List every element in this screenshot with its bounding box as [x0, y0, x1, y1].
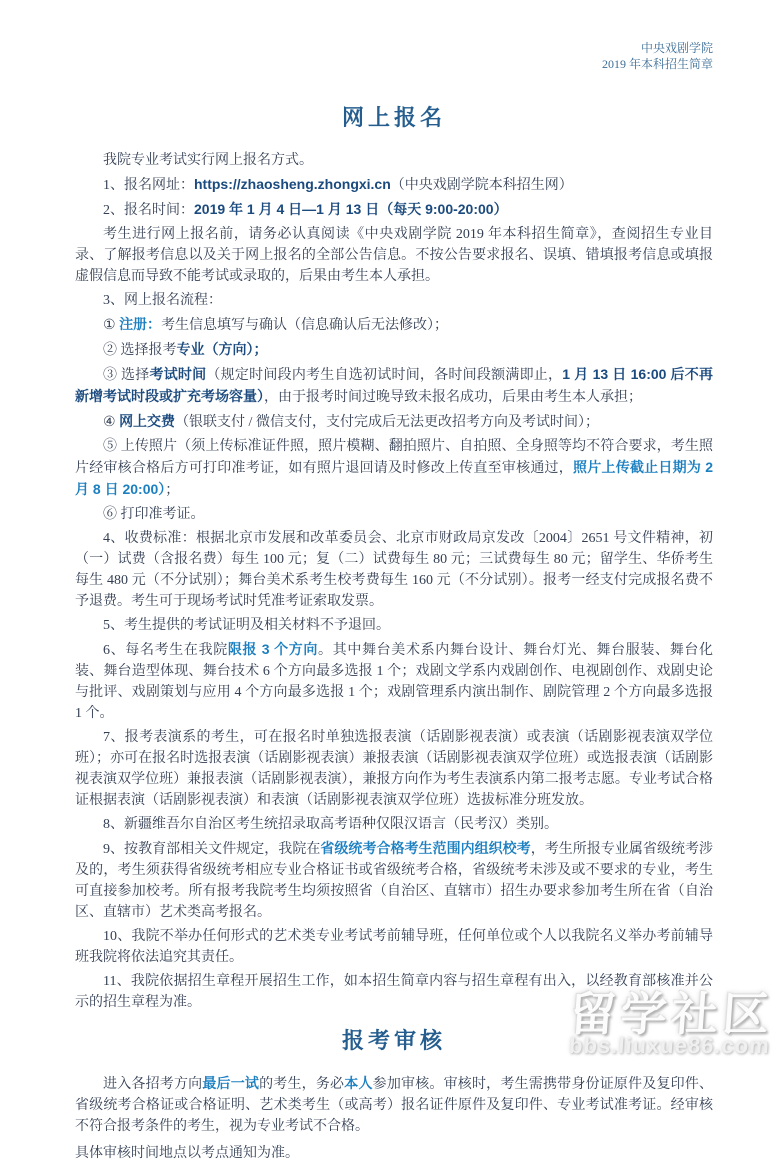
- registration-period: 2019 年 1 月 4 日—1 月 13 日（每天 9:00-20:00）: [194, 201, 508, 217]
- body-text: ④: [103, 415, 120, 430]
- paragraph: [75, 528, 713, 612]
- header-doc-title: 2019 年本科招生简章: [601, 57, 713, 71]
- body-text: 10、我院不举办任何形式的艺术类专业考试考前辅导班，任何单位或个人以我院名义举办考前辅导班我院将依法追究其责任。: [75, 929, 713, 965]
- section-1: [75, 104, 713, 1013]
- watermark-title: 留学社区: [567, 988, 776, 1040]
- body-text: ③ 选择: [103, 368, 150, 383]
- emphasis-text: 1 月 13 日 16:00 后不再新增考试时段或扩充考场容量）: [75, 366, 714, 404]
- header-org: 中央戏剧学院: [640, 41, 713, 55]
- paragraph: [75, 290, 713, 311]
- paragraph: [75, 364, 713, 408]
- paragraph: [75, 150, 713, 171]
- paragraph: [75, 174, 713, 196]
- body-text: 。其中舞台美术系内舞台设计、舞台灯光、舞台服装、舞台化装、舞台造型体现、舞台技术 6 个方向最多选报 1 个；戏剧文学系内戏剧创作、电视剧创作、戏剧史论与批评、戏剧策划与应用 4 个方向最多选报 1 个；戏剧管理系内演出制作、剧院管理 2 个方向最多选报 1 个。: [75, 643, 714, 721]
- body-text: （银联支付 / 微信支付，支付完成后无法更改招考方向及考试时间）；: [175, 415, 599, 430]
- body-text: 3、网上报名流程：: [103, 293, 222, 308]
- emphasis-text: 考试时间: [149, 366, 207, 382]
- body-text: 我院专业考试实行网上报名方式。: [103, 153, 313, 168]
- emphasis-text: 注册：: [119, 316, 162, 332]
- paragraph: [75, 411, 713, 433]
- emphasis-text: 最后一试: [202, 1075, 260, 1091]
- body-text: 5、考生提供的考试证明及相关材料不予退回。: [103, 618, 390, 633]
- watermark-url: bbs.liuxue86.com: [568, 1033, 771, 1058]
- document-body: [75, 104, 713, 1167]
- body-text: 考生信息填写与确认（信息确认后无法修改）；: [161, 318, 449, 333]
- emphasis-text: 专业（方向）；: [176, 341, 268, 357]
- section-title: 报考审核: [341, 1028, 446, 1053]
- section-title: 网上报名: [341, 105, 446, 130]
- body-text: 1、报名网址：: [103, 178, 194, 193]
- body-text: 7、报考表演系的考生，可在报名时单独选报表演（话剧影视表演）或表演（话剧影视表演双学位班）；亦可在报名时选报表演（话剧影视表演）兼报表演（话剧影视表演双学位班）或选报表演（话剧影视表演双学位班）兼报表演（话剧影视表演），兼报方向作为考生表演系内第二报考志愿。专业考试合格证根据表演（话剧影视表演）和表演（话剧影视表演双学位班）选拔标准分班发放。: [75, 730, 713, 808]
- body-text: ；: [165, 483, 180, 498]
- paragraph: [75, 814, 713, 835]
- body-text: ，由于报考时间过晚导致未报名成功，后果由考生本人承担；: [264, 390, 642, 405]
- body-text: 11、我院依据招生章程开展招生工作，如本招生简章内容与招生章程有出入，以经教育部核准并公示的招生章程为准。: [75, 974, 713, 1010]
- emphasis-text: 省级统考合格考生范围内组织校考: [320, 840, 531, 856]
- paragraph: [75, 199, 713, 221]
- registration-url: https://zhaosheng.zhongxi.cn: [194, 176, 391, 192]
- paragraph: [75, 224, 713, 287]
- paragraph: [75, 926, 713, 968]
- paragraph: [75, 436, 713, 501]
- body-text: 考生进行网上报名前，请务必认真阅读《中央戏剧学院 2019 年本科招生简章》，查阅招生专业目录、了解报考信息以及关于网上报名的全部公告信息。不按公告要求报名、误填、错填报考信息或填报虚假信息而导致不能考试或录取的，后果由考生本人承担。: [75, 227, 713, 284]
- body-text: 具体审核时间地点以考点通知为准。: [75, 1146, 299, 1161]
- emphasis-text: 本人: [344, 1075, 373, 1091]
- paragraph: [75, 504, 713, 525]
- emphasis-text: 照片上传截止日期为 2 月 8 日 20:00）: [75, 459, 713, 497]
- body-text: ⑤ 上传照片（须上传标准证件照，照片模糊、翻拍照片、自拍照、全身照等均不符合要求，考生照片经审核合格后方可打印准考证，如有照片退回请及时修改上传直至审核通过，: [75, 439, 713, 476]
- paragraph: [75, 727, 713, 811]
- paragraph: [75, 971, 713, 1013]
- paragraph: [75, 314, 713, 336]
- body-text: ⑥ 打印准考证。: [103, 507, 205, 522]
- body-text: 4、收费标准：根据北京市发展和改革委员会、北京市财政局京发改〔2004〕2651 号文件精神，初（一）试费（含报名费）每生 100 元；复（二）试费每生 80 元；三试费每生 80 元；留学生、华侨考生每生 480 元（不分试别）；舞台美术系考生校考费每生 160 元（不分试别）。报考一经支付完成报名费不予退费。考生可于现场考试时凭准考证索取发票。: [75, 531, 713, 609]
- paragraph: [75, 639, 713, 724]
- body-text: 的考生，务必: [259, 1077, 345, 1092]
- body-text: ② 选择报考: [103, 343, 177, 358]
- paragraph: [75, 838, 713, 923]
- section-2: [75, 1027, 713, 1164]
- emphasis-text: 限报 3 个方向: [227, 641, 319, 657]
- paragraph: [75, 339, 713, 361]
- paragraph: [75, 1073, 713, 1137]
- body-text: ，考生所报专业属省级统考涉及的，考生须获得省级统考相应专业合格证书或省级统考合格，省级统考未涉及或不要求的专业，考生可直接参加校考。所有报考我院考生均须按照省（自治区、直辖市）招生办要求参加考生所在省（自治区、直辖市）艺术类高考报名。: [75, 842, 714, 920]
- body-text: 6、每名考生在我院: [103, 643, 228, 658]
- emphasis-text: 网上交费: [119, 413, 176, 429]
- body-text: （规定时间段内考生自选初试时间，各时间段额满即止，: [206, 368, 563, 383]
- body-text: 参加审核。审核时，考生需携带身份证原件及复印件、省级统考合格证或合格证明、艺术类考生（或高考）报名证件原件及复印件、专业考试准考证。经审核不符合报考条件的考生，视为专业考试不合格。: [75, 1077, 714, 1134]
- paragraph: [75, 615, 713, 636]
- body-text: （中央戏剧学院本科招生网）: [390, 178, 573, 193]
- body-text: 8、新疆维吾尔自治区考生统招录取高考语种仅限汉语言（民考汉）类别。: [103, 817, 558, 832]
- body-text: ①: [103, 318, 120, 333]
- body-text: 进入各招考方向: [103, 1077, 203, 1092]
- document-header: [602, 40, 713, 72]
- body-text: 9、按教育部相关文件规定，我院在: [103, 842, 321, 857]
- body-text: 2、报名时间：: [103, 203, 194, 218]
- paragraph: [75, 1143, 713, 1164]
